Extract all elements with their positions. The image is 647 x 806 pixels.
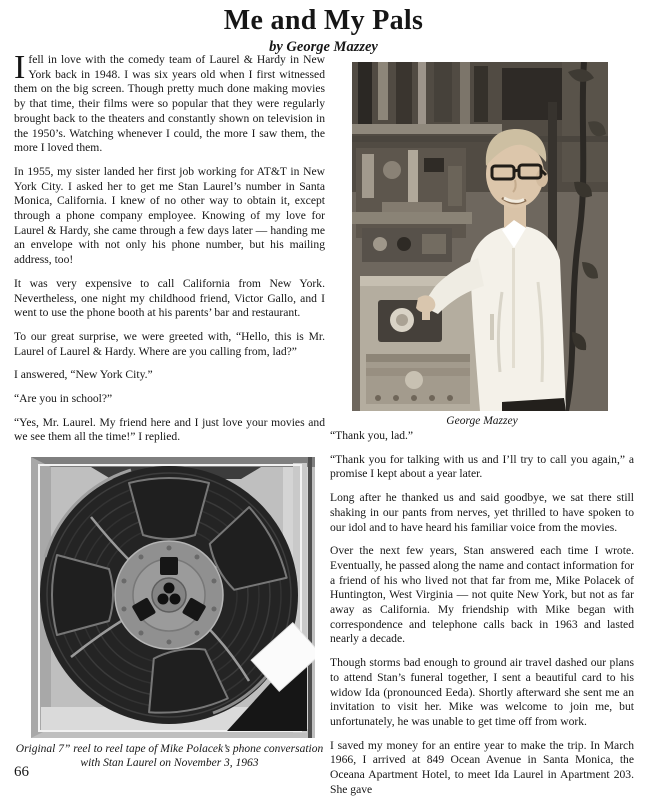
paragraph: To our great surprise, we were greeted with, “Hello, this is Mr. Laurel of Laurel & Hardy. Where are you calling from, lad?” [14, 329, 325, 358]
portrait-caption: George Mazzey [446, 415, 518, 427]
paragraph: Over the next few years, Stan answered each time I wrote. Eventually, he passed along the name and contact information for a friend of his who lived not that far from me, Mike Polacek of Huntington, West Virginia — not quite New York, but not as far away as California. My friendship with Mike began with correspondence and telephone calls back in 1963 and lasted nearly a decade. [330, 544, 634, 646]
right-column [330, 429, 634, 806]
reel-caption [14, 743, 325, 770]
paragraph: “Yes, Mr. Laurel. My friend here and I just love your movies and we see them all the time!” I replied. [14, 415, 325, 444]
drop-cap: I [14, 49, 26, 86]
paragraph: Though storms bad enough to ground air travel dashed our plans to attend Stan’s funeral together, I sent a beautiful card to his widow Ida (pronounced Eeda). Shortly afterward she sent me an invitation to visit her. Mike was welcome to join me, but unfortunately, he was unable to get time off from work. [330, 656, 634, 728]
paragraph: “Thank you, lad.” [330, 429, 414, 442]
left-column [14, 49, 325, 454]
reel-caption-line1: Original 7” reel to reel tape of Mike Polacek’s phone conversation [15, 743, 324, 755]
paragraph: Long after he thanked us and said goodbye, we sat there still shaking in our pants from nerves, yet thrilled to have spoken to our idol and to have heard his familiar voice from the movies. [330, 491, 634, 534]
page-title: Me and My Pals [223, 5, 424, 36]
reel-caption-line2: with Stan Laurel on November 3, 1963 [80, 756, 259, 769]
portrait-photo-illustration [352, 62, 608, 411]
paragraph: I answered, “New York City.” [14, 368, 153, 382]
reel-photo [31, 457, 315, 738]
byline: by George Mazzey [269, 39, 378, 55]
reel-photo-illustration [31, 457, 315, 738]
paragraph: “Are you in school?” [14, 392, 113, 406]
paragraph [14, 49, 325, 156]
paragraph-text: fell in love with the comedy team of Laurel & Hardy in New York back in 1948. I was six years old when I first witnessed them on the big screen. Though pretty much done making movies by that time, their films were so popular that they were regularly brought back to the theaters and constantly shown on television in the 1950’s. Watching whenever I could, the more I saw them, the more I loved them. [14, 53, 325, 155]
paragraph: It was very expensive to call California from New York. Nevertheless, one night my childhood friend, Victor Gallo, and I went to use the phone booth at his parents’ bar and restaurant. [14, 276, 325, 320]
page-number: 66 [14, 764, 29, 780]
paragraph: I saved my money for an entire year to make the trip. In March 1966, I arrived at 849 Ocean Avenue in Santa Monica, the Oceana Apartment Hotel, to meet Ida Laurel in Apartment 203. She gave [330, 738, 634, 796]
portrait-photo [352, 62, 608, 411]
paragraph: “Thank you for talking with us and I’ll try to call you again,” a promise I kept about a year later. [330, 452, 634, 481]
paragraph: In 1955, my sister landed her first job working for AT&T in New York City. I asked her to get me Stan Laurel’s number in Santa Monica, California. I knew of no other way to obtain it, except through a phone company employee. Knowing of my love for Laurel & Hardy, she came through a few days later — handing me an envelope with not only his phone number, but his mailing address, too! [14, 164, 325, 267]
